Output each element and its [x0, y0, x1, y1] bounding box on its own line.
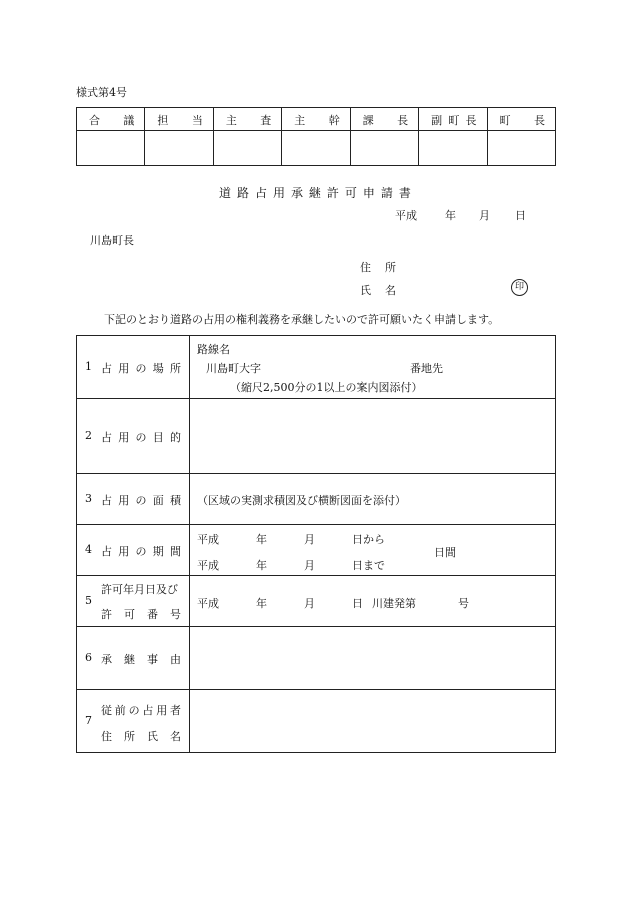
period-start-month: 月	[304, 533, 315, 546]
period-end-month: 月	[304, 559, 315, 572]
banchi-label: 番地先	[410, 362, 443, 375]
row-7-label-cell	[77, 690, 190, 753]
addressee: 川島町長	[90, 234, 134, 247]
row-5-label-cell	[77, 576, 190, 627]
permit-number-prefix: 川建発第	[372, 597, 416, 610]
permit-era: 平成	[197, 597, 219, 610]
date-month: 月	[479, 209, 490, 222]
row-1-label: 占 用 の 場 所	[101, 362, 181, 375]
approval-role-label: 課 長	[362, 114, 409, 127]
row-5-label-line2: 許 可 番 号	[101, 608, 181, 621]
row-4-value[interactable]	[190, 525, 556, 576]
period-start-era: 平成	[197, 533, 219, 546]
date-day: 日	[515, 209, 526, 222]
approval-box-3[interactable]	[213, 131, 281, 166]
map-note: （縮尺2,500分の1以上の案内図添付）	[230, 381, 423, 394]
row-5-number: 5	[85, 594, 92, 607]
period-start-year: 年	[256, 533, 267, 546]
row-1-label-cell	[77, 336, 190, 399]
period-end-era: 平成	[197, 559, 219, 572]
document-title: 道 路 占 用 承 継 許 可 申 請 書	[219, 186, 411, 200]
row-6-label-cell	[77, 627, 190, 690]
period-end-day: 日まで	[352, 559, 385, 572]
row-7-number: 7	[85, 714, 92, 727]
permit-month: 月	[304, 597, 315, 610]
row-7-label-line2: 住 所 氏 名	[101, 730, 181, 743]
approval-role-label: 副 町 長	[431, 114, 477, 127]
approval-box-1[interactable]	[77, 131, 145, 166]
row-6-value[interactable]	[190, 627, 556, 690]
period-end-year: 年	[256, 559, 267, 572]
form-number: 様式第4号	[76, 86, 127, 99]
row-3-label-cell	[77, 474, 190, 525]
approval-role-label: 主 幹	[294, 114, 340, 127]
row-4-number: 4	[85, 543, 92, 556]
row-3-number: 3	[85, 492, 92, 505]
approval-role-3	[213, 108, 281, 131]
row-6-label: 承 継 事 由	[101, 653, 181, 666]
approval-role-label: 町 長	[499, 114, 545, 127]
approval-role-label: 合 議	[89, 114, 135, 127]
row-3-label: 占 用 の 面 積	[101, 494, 181, 507]
approval-box-2[interactable]	[145, 131, 213, 166]
approval-box-4[interactable]	[282, 131, 350, 166]
route-name-label: 路線名	[197, 343, 230, 356]
date-year: 年	[445, 209, 456, 222]
row-5-value[interactable]	[190, 576, 556, 627]
row-2-label-cell	[77, 399, 190, 474]
row-7-label-line1: 従 前 の 占 用 者	[101, 704, 181, 717]
intro-text: 下記のとおり道路の占用の権利義務を承継したいので許可願いたく申請します。	[104, 313, 500, 326]
permit-year: 年	[256, 597, 267, 610]
approval-role-6	[419, 108, 487, 131]
approval-box-5[interactable]	[350, 131, 418, 166]
approval-role-7	[487, 108, 555, 131]
approval-role-1	[77, 108, 145, 131]
applicant-name-label: 氏 名	[360, 284, 396, 297]
approval-role-5	[350, 108, 418, 131]
row-2-label: 占 用 の 目 的	[101, 431, 181, 444]
seal-label: 印	[514, 282, 524, 292]
approval-box-7[interactable]	[487, 131, 555, 166]
row-1-number: 1	[85, 360, 92, 373]
row-6-number: 6	[85, 651, 92, 664]
row-1-value[interactable]	[190, 336, 556, 399]
town-label: 川島町大字	[206, 362, 261, 375]
permit-number-suffix: 号	[458, 597, 469, 610]
applicant-address-label: 住 所	[360, 261, 396, 274]
row-5-label-line1: 許可年月日及び	[101, 583, 178, 596]
approval-role-2	[145, 108, 213, 131]
row-2-number: 2	[85, 429, 92, 442]
area-note: （区域の実測求積図及び横断図面を添付）	[197, 494, 406, 507]
date-era: 平成	[395, 209, 417, 222]
permit-day: 日	[352, 597, 363, 610]
seal-icon	[511, 279, 528, 296]
row-4-label-cell	[77, 525, 190, 576]
period-days: 日間	[434, 546, 456, 559]
row-4-label: 占 用 の 期 間	[101, 545, 181, 558]
application-details-table	[76, 335, 556, 753]
approval-table	[76, 107, 556, 166]
row-7-value[interactable]	[190, 690, 556, 753]
approval-role-label: 担 当	[157, 114, 203, 127]
period-start-day: 日から	[352, 533, 385, 546]
row-3-value[interactable]	[190, 474, 556, 525]
approval-role-label: 主 査	[225, 114, 272, 127]
approval-role-4	[282, 108, 350, 131]
row-2-value[interactable]	[190, 399, 556, 474]
approval-box-6[interactable]	[419, 131, 487, 166]
